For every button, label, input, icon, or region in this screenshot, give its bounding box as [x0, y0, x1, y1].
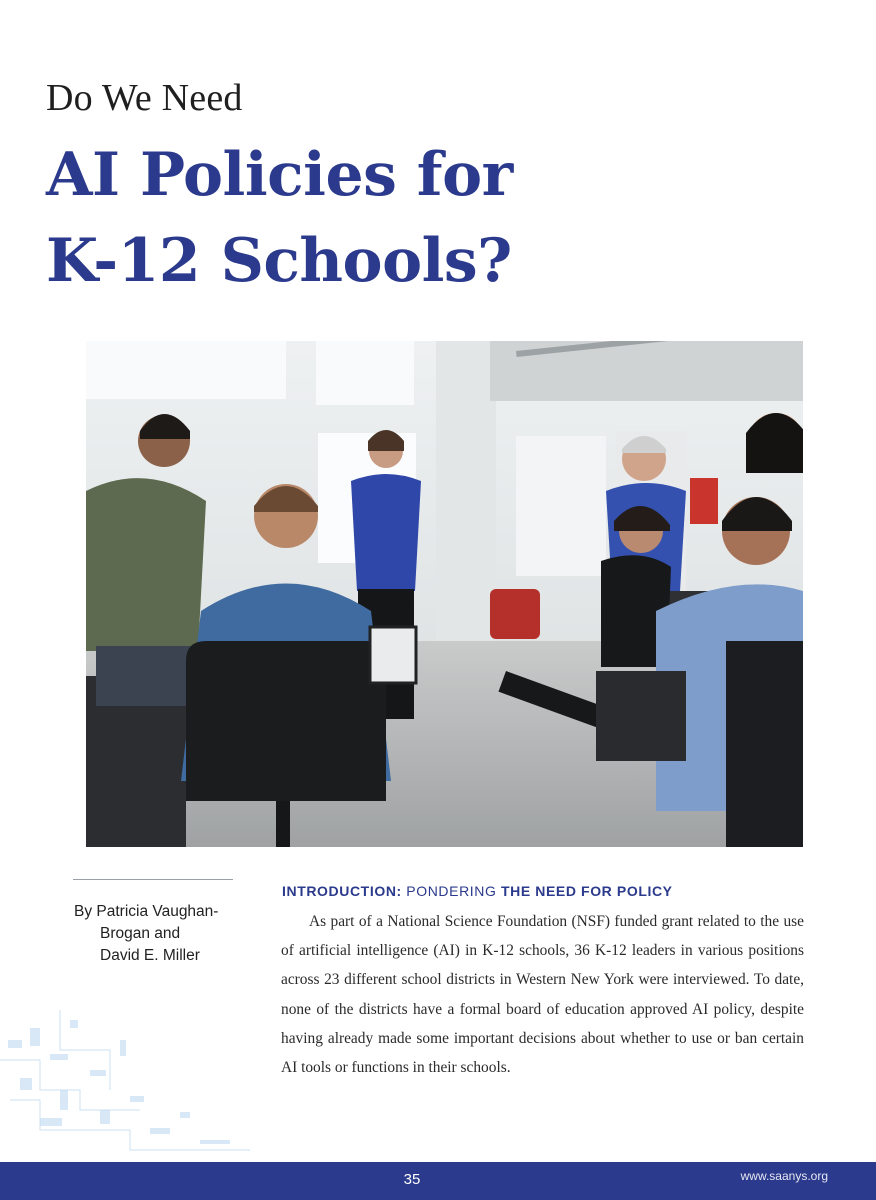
article-title	[46, 132, 513, 304]
section-heading-emphasis: THE NEED FOR POLICY	[500, 883, 673, 899]
article-photo	[86, 341, 803, 847]
byline-line-1: By Patricia Vaughan-	[74, 903, 219, 920]
page-footer	[0, 1162, 876, 1200]
byline-line-2: Brogan and	[100, 925, 181, 942]
article-kicker: Do We Need	[46, 77, 243, 119]
page-number: 35	[403, 1171, 421, 1188]
website-link[interactable]: www.saanys.org	[740, 1169, 828, 1183]
section-heading-label: INTRODUCTION:	[282, 883, 402, 899]
byline-line-3: David E. Miller	[100, 947, 200, 964]
section-heading	[282, 883, 673, 899]
byline	[74, 901, 249, 967]
byline-divider	[73, 879, 233, 880]
decorative-circuit-graphic	[0, 1000, 260, 1160]
article-title-line-2: K-12 Schools?	[46, 226, 512, 296]
intro-paragraph: As part of a National Science Foundation (NSF) funded grant related to the use of artificial intelligence (AI) in K-12 schools, 36 K-12 leaders in various positions across 23 different school districts in Western New York were interviewed. To date, none of the districts have a formal board of education approved AI policy, despite having already made some important decisions about whether to use or ban certain AI tools or functions in their schools.	[281, 913, 804, 1077]
section-heading-middle: PONDERING	[401, 883, 501, 899]
article-title-line-1: AI Policies for	[46, 140, 513, 210]
